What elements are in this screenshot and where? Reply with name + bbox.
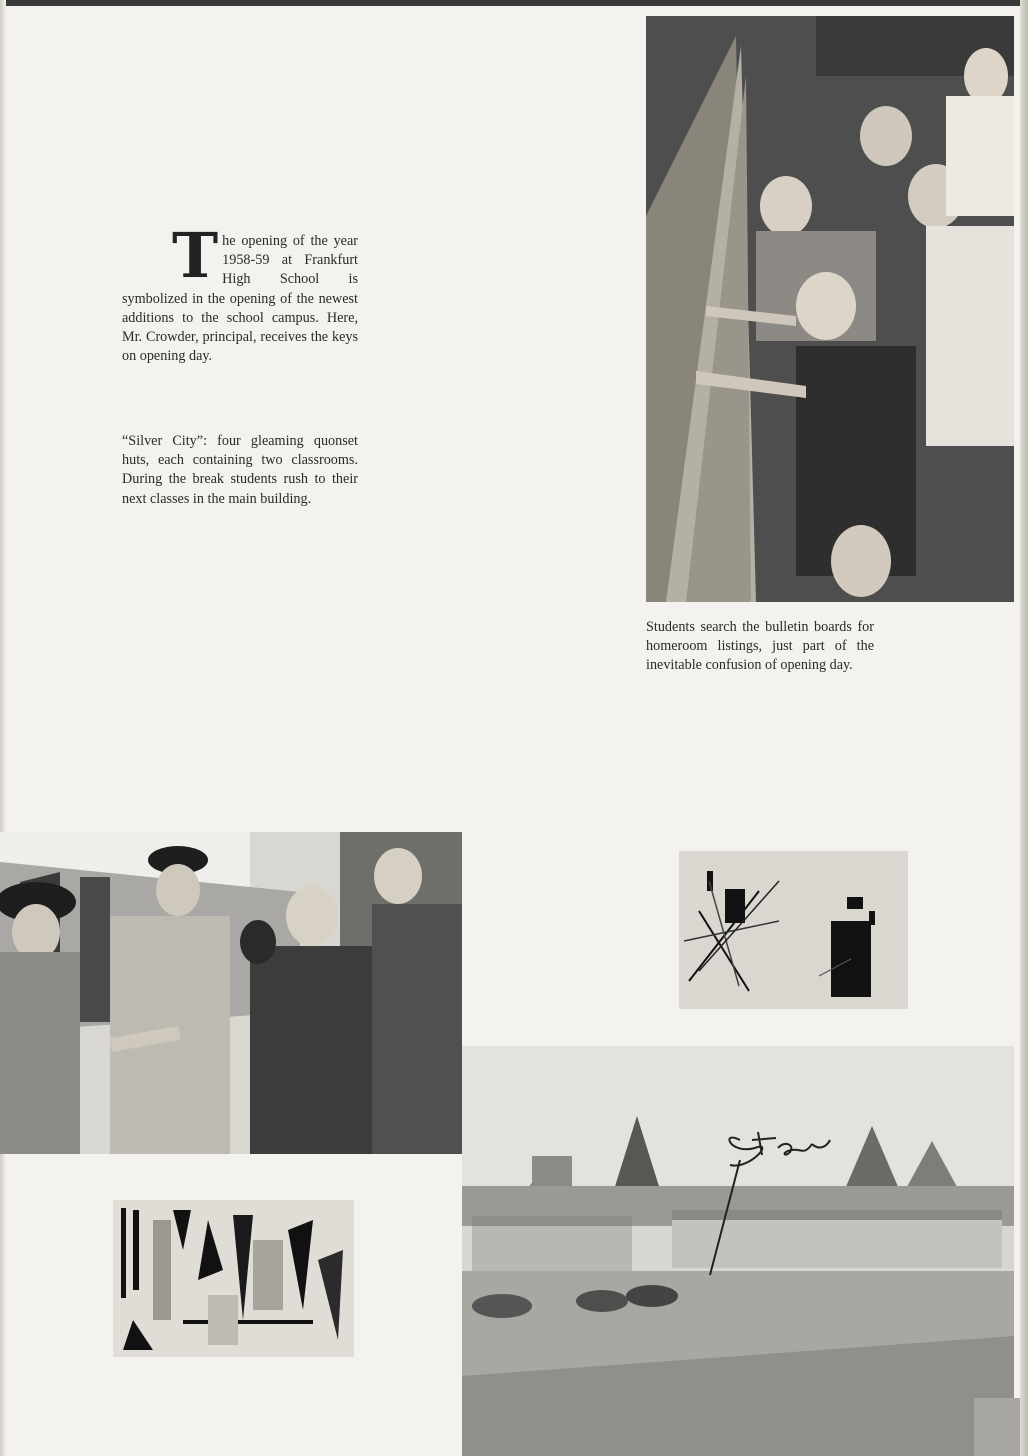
bulletin-board-photo (646, 16, 1014, 602)
page-right-edge (1020, 0, 1028, 1456)
page-corner-tab (974, 1398, 1020, 1456)
intro-text: he opening of the year 1958-59 at Frankfurt High School is symbolized in the opening of the newest additions to the school campus. Here, Mr. Crowder, principal, receives the keys on opening day. (122, 233, 358, 365)
silver-city-caption: “Silver City”: four gleaming quonset huts, each containing two classrooms. During the break students rush to their next classes in the main building. (122, 433, 358, 507)
abstract-art-bottom (113, 1200, 354, 1357)
page-left-edge (0, 0, 6, 1456)
intro-paragraph (122, 219, 358, 366)
abstract-art-top (679, 851, 908, 1009)
page-top-edge (0, 0, 1028, 6)
drop-cap: T (172, 219, 219, 292)
bulletin-caption: Students search the bulletin boards for homeroom listings, just part of the inevitable confusion of opening day. (646, 619, 874, 674)
handwritten-signature (700, 1100, 860, 1290)
keys-handover-photo (0, 832, 462, 1154)
